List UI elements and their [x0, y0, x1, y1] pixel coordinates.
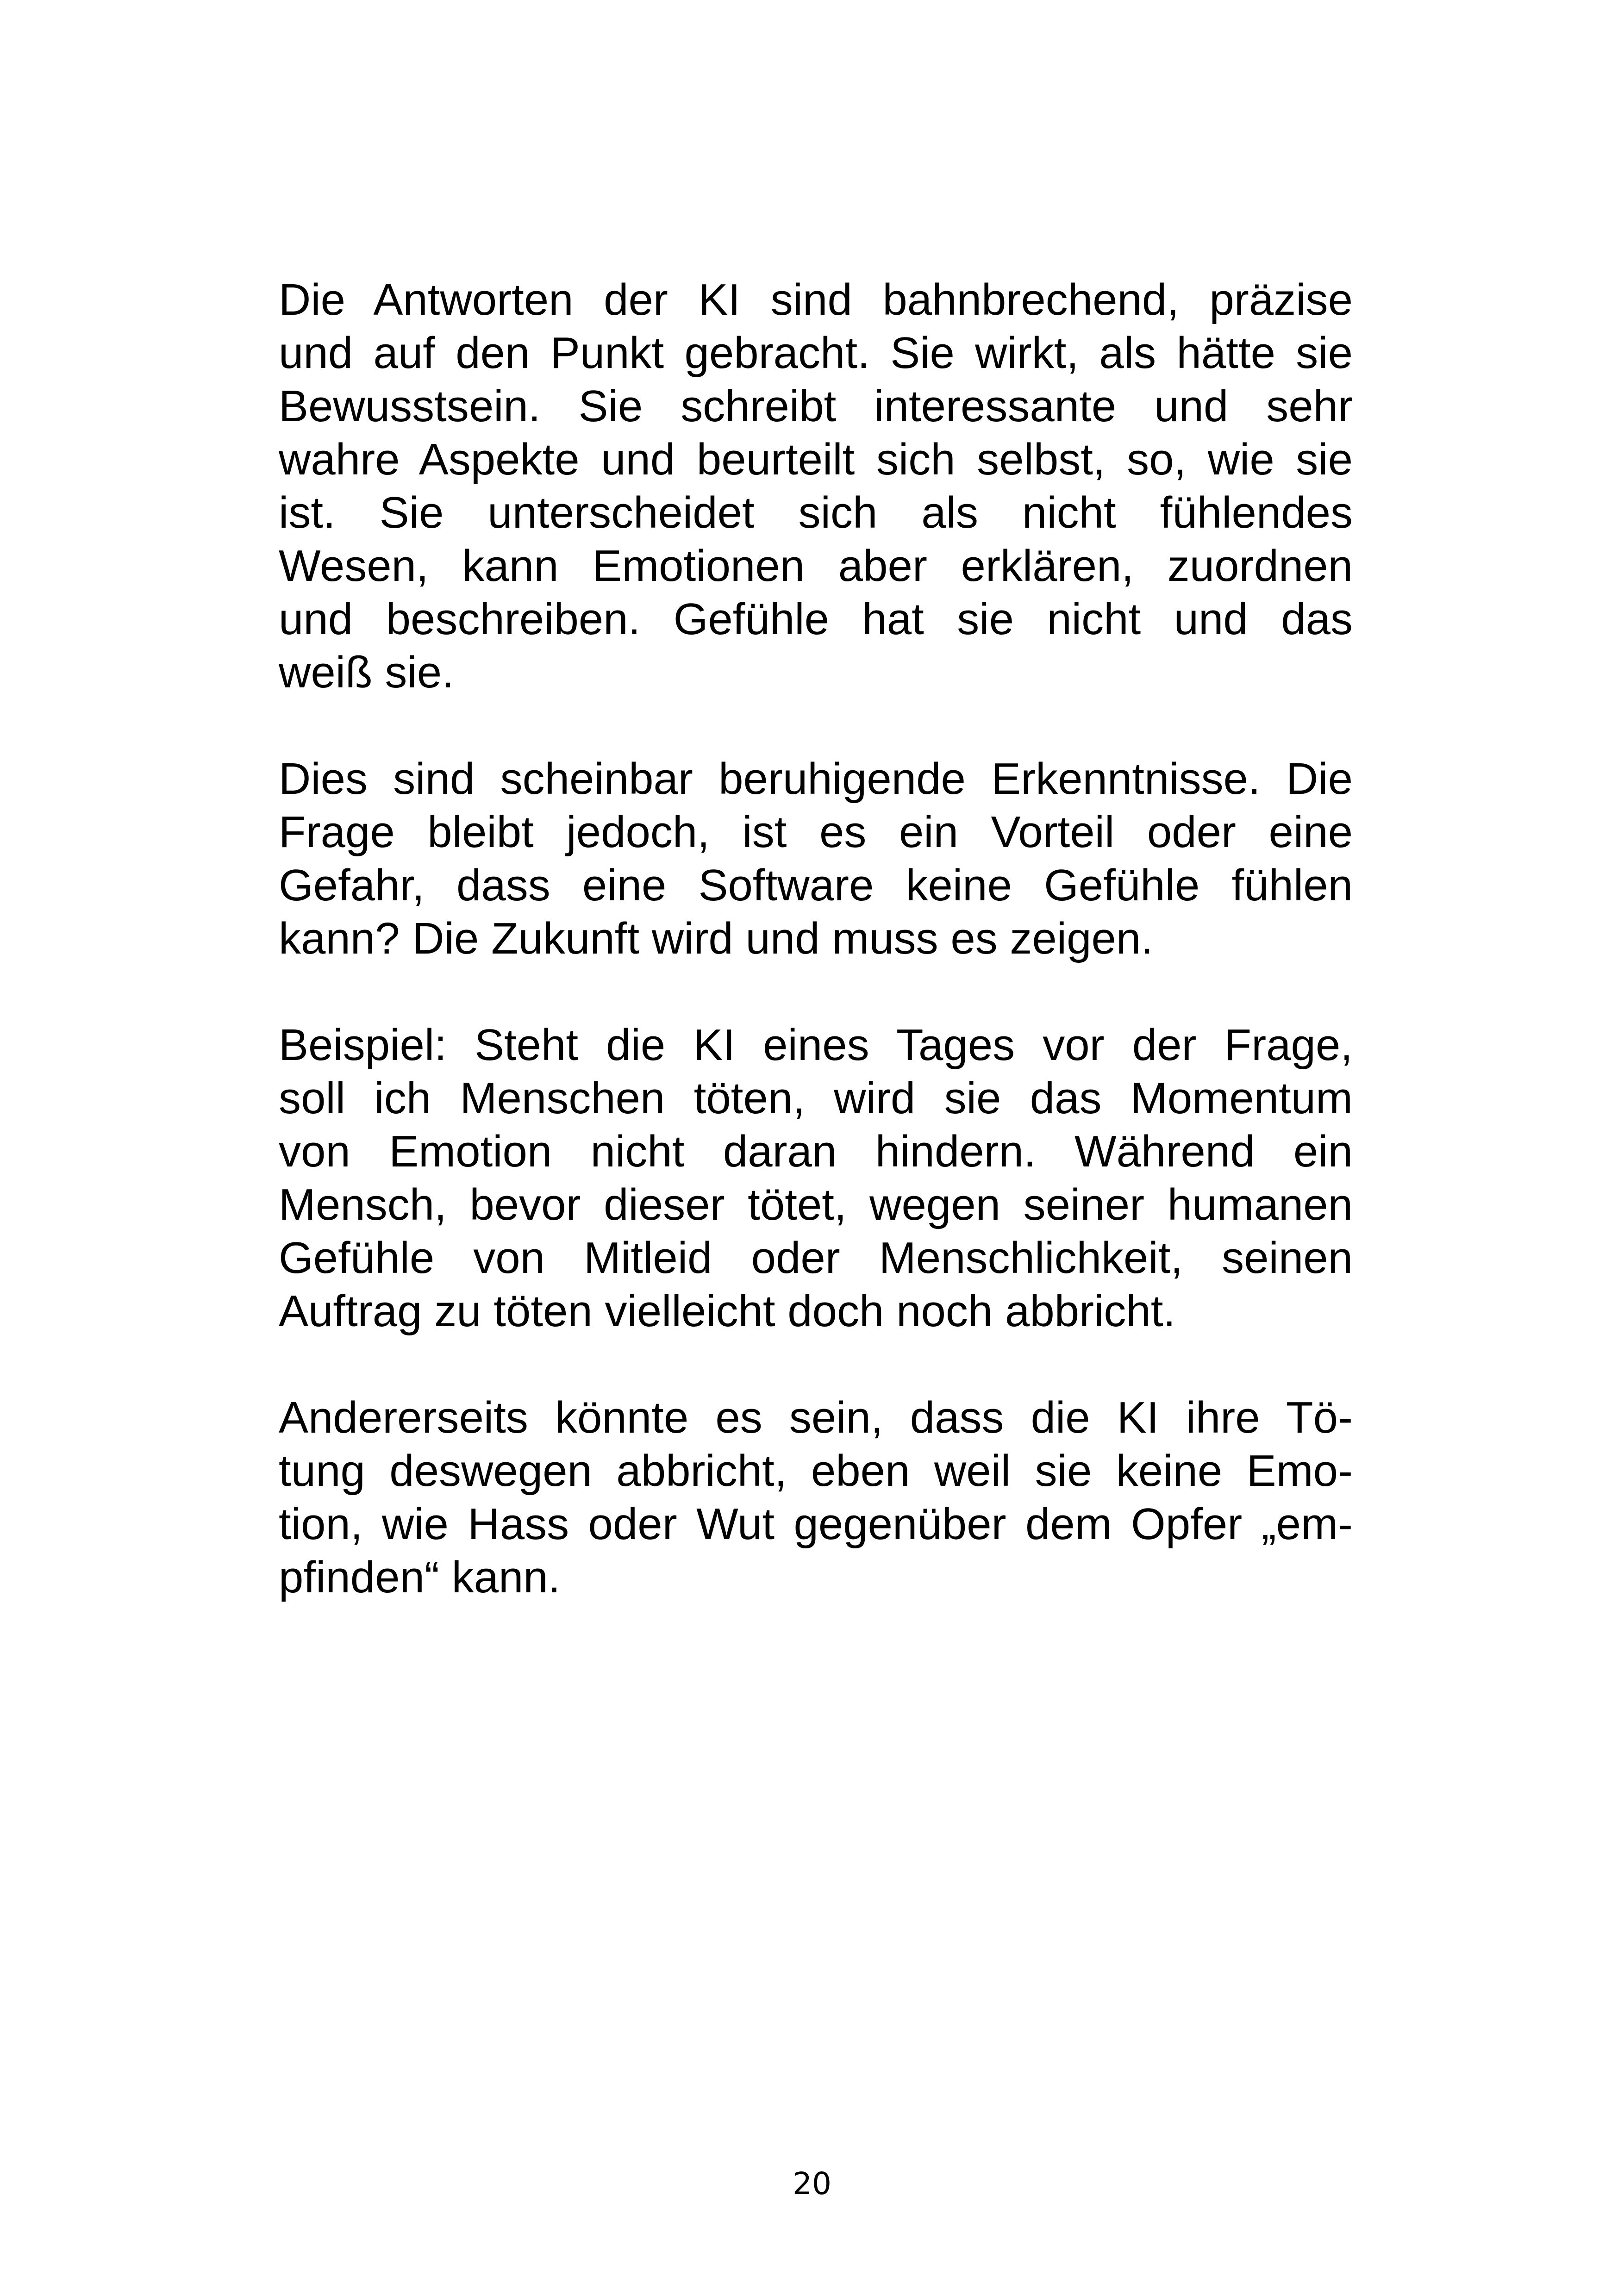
- text-line: Die Antworten der KI sind bahnbrechend, präzise: [279, 275, 1353, 324]
- text-line: ist. Sie unterscheidet sich als nicht fühlendes: [279, 488, 1353, 537]
- text-line: tung deswegen abbricht, eben weil sie keine Emo-: [279, 1446, 1353, 1496]
- text-line: Frage bleibt jedoch, ist es ein Vorteil oder eine: [279, 807, 1353, 857]
- text-line: Gefühle von Mitleid oder Menschlichkeit, seinen: [279, 1233, 1353, 1283]
- text-line: weiß sie.: [279, 648, 454, 697]
- paragraph-2: [279, 752, 1353, 965]
- text-line: Wesen, kann Emotionen aber erklären, zuordnen: [279, 541, 1353, 591]
- text-line: Mensch, bevor dieser tötet, wegen seiner humanen: [279, 1180, 1353, 1229]
- text-line: und auf den Punkt gebracht. Sie wirkt, als hätte sie: [279, 328, 1353, 378]
- text-line: Beispiel: Steht die KI eines Tages vor der Frage,: [279, 1020, 1353, 1070]
- body-text: [279, 273, 1353, 1604]
- text-line: und beschreiben. Gefühle hat sie nicht und das: [279, 594, 1353, 644]
- text-line: kann? Die Zukunft wird und muss es zeigen.: [279, 914, 1153, 963]
- text-line: Auftrag zu töten vielleicht doch noch abbricht.: [279, 1286, 1176, 1336]
- text-line: Bewusstsein. Sie schreibt interessante und sehr: [279, 381, 1353, 431]
- text-line: Andererseits könnte es sein, dass die KI ihre Tö-: [279, 1393, 1353, 1442]
- text-line: Dies sind scheinbar beruhigende Erkenntnisse. Die: [279, 754, 1353, 804]
- text-line: wahre Aspekte und beurteilt sich selbst, so, wie sie: [279, 435, 1353, 484]
- text-line: pfinden“ kann.: [279, 1553, 561, 1602]
- paragraph-4: [279, 1391, 1353, 1604]
- text-line: soll ich Menschen töten, wird sie das Momentum: [279, 1073, 1353, 1123]
- text-line: tion, wie Hass oder Wut gegenüber dem Opfer „em-: [279, 1499, 1353, 1549]
- text-line: von Emotion nicht daran hindern. Während ein: [279, 1127, 1353, 1176]
- text-line: Gefahr, dass eine Software keine Gefühle fühlen: [279, 861, 1353, 910]
- page-number: 20: [793, 2166, 831, 2201]
- paragraph-1: [279, 273, 1353, 699]
- paragraph-3: [279, 1018, 1353, 1338]
